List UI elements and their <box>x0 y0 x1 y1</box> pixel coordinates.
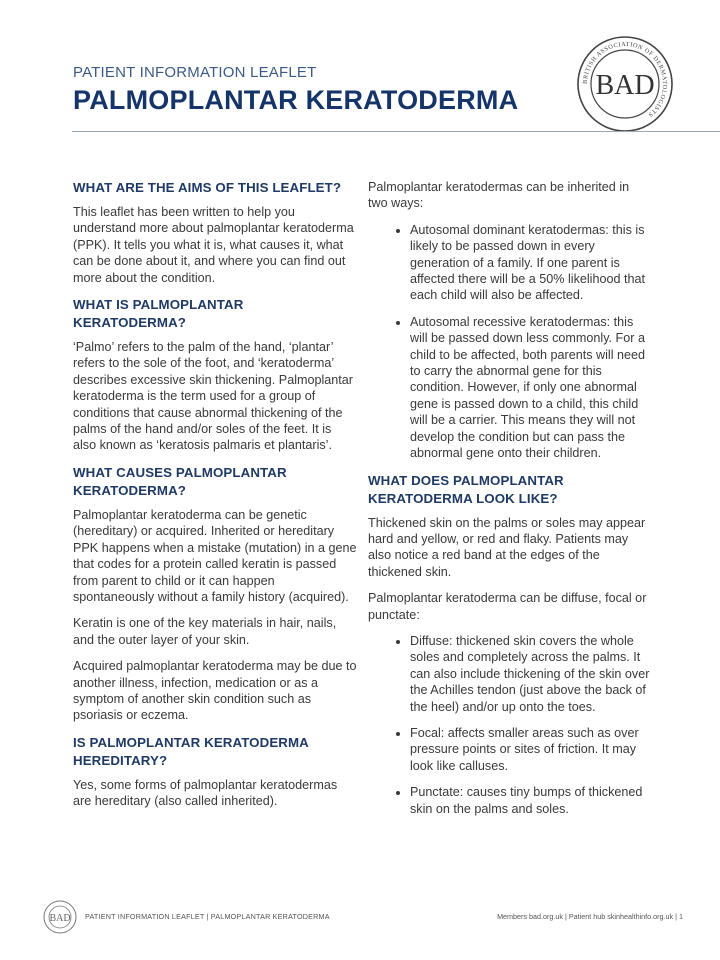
page-footer <box>43 898 683 934</box>
section-heading-aims: WHAT ARE THE AIMS OF THIS LEAFLET? <box>73 180 342 195</box>
paragraph: Yes, some forms of palmoplantar keratodermas are hereditary (also called inherited). <box>73 777 338 809</box>
logo-ring-text: BRITISH ASSOCIATION OF DERMATOLOGISTS <box>581 40 669 119</box>
types-list <box>368 633 652 817</box>
list-item: • Focal: affects smaller areas such as over pressure points or sites of friction. It may look like calluses. <box>410 725 652 774</box>
paragraph: ‘Palmo’ refers to the palm of the hand, ‘plantar’ refers to the sole of the foot, and ‘keratoderma’ describes excessive skin thickening. Palmoplantar keratoderma is the term used for a group of conditions that cause abnormal thickening of the palms of the hand and/or soles of the feet. It is also known as ‘keratosis palmaris et plantaris’. <box>73 340 353 453</box>
bad-logo-icon <box>575 34 675 134</box>
paragraph: Palmoplantar keratodermas can be inherited in two ways: <box>368 180 630 211</box>
section-heading-look-like: WHAT DOES PALMOPLANTAR KERATODERMA LOOK LIKE? <box>368 472 564 506</box>
paragraph: Thickened skin on the palms or soles may appear hard and yellow, or red and flaky. Patients may also notice a red band at the edges of the thickened skin. <box>368 515 646 579</box>
paragraph: Keratin is one of the key materials in hair, nails, and the outer layer of your skin. <box>73 616 337 647</box>
list-item: • Autosomal recessive keratodermas: this will be passed down less commonly. For a child to be affected, both parents will need to carry the abnormal gene for this condition. However, if only one abnormal gene is passed down to a child, this child will be a carrier. This means they will not develop the condition but can pass the abnormal gene onto their children. <box>410 314 652 462</box>
list-item: • Punctate: causes tiny bumps of thickened skin on the palms and soles. <box>410 784 652 817</box>
list-item: • Diffuse: thickened skin covers the whole soles and completely across the palms. It can also include thickening of the skin over the Achilles tendon (just above the back of the heel) and/or up onto the toes. <box>410 633 652 715</box>
footer-logo-text: BAD <box>49 913 71 924</box>
left-column <box>73 179 357 820</box>
list-item: • Autosomal dominant keratodermas: this is likely to be passed down in every generation of a family. If one parent is affected there will be a 50% likelihood that each child will also be affected. <box>410 222 652 304</box>
page-title: PALMOPLANTAR KERATODERMA <box>73 85 519 115</box>
leaflet-header <box>73 64 593 116</box>
paragraph: Palmoplantar keratoderma can be genetic (hereditary) or acquired. Inherited or hereditary PPK happens when a mistake (mutation) in a gene that codes for a protein called keratin is passed from parent to child or it can happen spontaneously without a family history (acquired). <box>73 507 357 604</box>
inheritance-list <box>368 222 652 462</box>
header-rule <box>72 131 720 132</box>
section-heading-what-is: WHAT IS PALMOPLANTAR KERATODERMA? <box>73 297 244 331</box>
paragraph: This leaflet has been written to help you understand more about palmoplantar keratoderma (PPK). It tells you what it is, what causes it, what can be done about it, and where you can find out more about the condition. <box>73 205 354 285</box>
footer-links: Members bad.org.uk | Patient hub skinhealthinfo.org.uk | 1 <box>497 912 683 921</box>
footer-title: PATIENT INFORMATION LEAFLET | PALMOPLANTAR KERATODERMA <box>85 912 330 921</box>
logo-text: BAD <box>595 70 655 101</box>
paragraph: Acquired palmoplantar keratoderma may be due to another illness, infection, medication or as a symptom of another skin condition such as psoriasis or eczema. <box>73 659 357 723</box>
bad-footer-logo-icon <box>43 900 77 934</box>
paragraph: Palmoplantar keratoderma can be diffuse, focal or punctate: <box>368 591 647 622</box>
section-heading-hereditary: IS PALMOPLANTAR KERATODERMA HEREDITARY? <box>73 734 309 768</box>
section-heading-causes: WHAT CAUSES PALMOPLANTAR KERATODERMA? <box>73 464 287 498</box>
right-column <box>368 179 652 827</box>
leaflet-kicker: PATIENT INFORMATION LEAFLET <box>73 64 317 81</box>
